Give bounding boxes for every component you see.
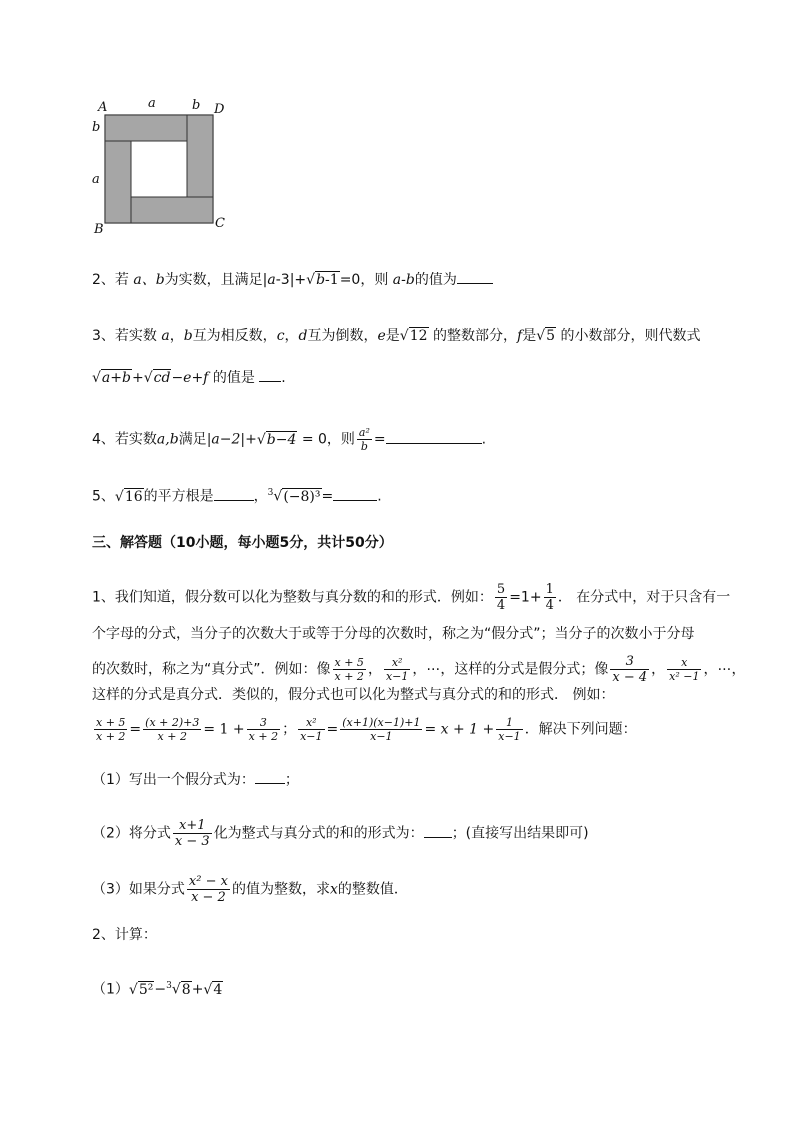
- problem-2-title: 2、计算：: [92, 927, 157, 943]
- text: (x + 2)+3: [145, 716, 200, 729]
- sqrt: √12: [399, 328, 428, 344]
- text: =1+: [509, 589, 542, 606]
- text: 3: [247, 716, 280, 730]
- text: a²: [358, 426, 370, 439]
- text: cd: [153, 370, 171, 386]
- text: 5²: [138, 981, 154, 998]
- text: 8: [181, 981, 191, 998]
- text: (−8)³: [283, 488, 321, 505]
- problem-1-sub-1: [92, 770, 299, 790]
- text: 3: [610, 654, 649, 670]
- text: |a−2|+: [206, 431, 257, 448]
- text: −e+f: [171, 370, 209, 386]
- text: 的值为: [414, 272, 457, 288]
- fraction: [384, 656, 410, 683]
- text: x + 5: [96, 716, 126, 729]
- answer-blank[interactable]: [214, 500, 254, 501]
- text: a、b: [133, 272, 165, 288]
- text: a+b: [101, 370, 131, 386]
- problem-1-sub-2: [92, 818, 589, 849]
- sqrt: √b-1: [306, 272, 339, 288]
- top-rect: [105, 115, 187, 141]
- text: 4: [213, 981, 223, 998]
- answer-blank[interactable]: [333, 500, 377, 501]
- text: 满足: [178, 431, 207, 448]
- text: 1: [545, 582, 554, 597]
- fraction: [298, 716, 324, 743]
- text: ． 在分式中，对于只含有一: [557, 589, 731, 606]
- text: 5: [496, 582, 506, 597]
- text: （2）将分式: [92, 825, 171, 842]
- text: 的次数时，称之为“真分式”．例如：像: [92, 661, 331, 678]
- text: ，: [253, 488, 268, 505]
- text: x − 3: [174, 834, 210, 849]
- question-5: [92, 483, 382, 507]
- text: x − 4: [612, 670, 648, 685]
- label-C: C: [215, 216, 225, 231]
- text: .: [281, 370, 286, 386]
- text: -3|+: [275, 272, 307, 288]
- right-rect: [187, 115, 213, 197]
- sqrt: √5: [536, 328, 556, 344]
- sqrt: √5²: [128, 981, 154, 998]
- text: .: [481, 431, 487, 448]
- text: a-b: [392, 272, 415, 288]
- fraction: [173, 818, 212, 849]
- label-A: A: [98, 100, 108, 115]
- text: 的值为整数，求: [231, 881, 330, 898]
- text: f: [517, 328, 523, 344]
- text: -1: [325, 272, 339, 288]
- text: ；(直接写出结果即可): [451, 825, 589, 842]
- text: =: [373, 431, 386, 448]
- text: ，⋯，: [703, 661, 746, 678]
- text: ；: [282, 721, 297, 738]
- answer-blank[interactable]: [424, 837, 452, 838]
- text: 4、若实数: [92, 431, 157, 448]
- question-3-line-1: [92, 326, 700, 346]
- fraction: [187, 874, 230, 905]
- text: = x + 1 +: [424, 721, 495, 738]
- text: x − 2: [191, 890, 226, 905]
- text: x + 2: [96, 730, 126, 743]
- text: ，: [169, 328, 184, 344]
- answer-blank[interactable]: [259, 381, 281, 382]
- text: (x+1)(x−1)+1: [342, 716, 421, 729]
- text: a,b: [156, 431, 179, 448]
- fraction: [495, 582, 507, 613]
- question-2: [92, 270, 493, 290]
- text: b: [316, 272, 326, 288]
- text: 5、: [92, 488, 115, 505]
- label-B: B: [94, 222, 104, 237]
- label-b-left: b: [92, 120, 101, 135]
- text: ；: [284, 772, 299, 788]
- fraction: [357, 426, 372, 453]
- text: e: [377, 328, 386, 344]
- fraction: [667, 656, 701, 683]
- text: 的整数部分，: [428, 328, 517, 344]
- section-3-title: 三、解答题（10小题，每小题5分，共计50分）: [92, 535, 393, 551]
- answer-blank[interactable]: [386, 443, 482, 444]
- text: 为实数，且满足|: [164, 272, 268, 288]
- text: ，: [651, 661, 666, 678]
- label-D: D: [214, 102, 225, 117]
- label-a-left: a: [92, 172, 100, 187]
- text: x² − x: [188, 874, 228, 889]
- question-3-line-2: [92, 368, 286, 388]
- text: b−4: [266, 431, 297, 448]
- text: +: [131, 370, 144, 386]
- text: =0，则: [339, 272, 393, 288]
- text: x+1: [173, 818, 212, 834]
- fraction: [247, 716, 280, 743]
- text: b: [183, 328, 193, 344]
- text: .: [377, 488, 382, 505]
- text: 4: [496, 598, 506, 613]
- text: 1、我们知道，假分数可以化为整数与真分数的和的形式．例如：: [92, 589, 493, 606]
- text: a: [267, 272, 276, 288]
- text: x²: [298, 716, 324, 730]
- text: c: [276, 328, 285, 344]
- text: 的平方根是: [143, 488, 214, 505]
- text: x−1: [370, 730, 393, 743]
- text: ，: [367, 661, 382, 678]
- text: x + 2: [334, 670, 364, 683]
- text: x + 2: [248, 730, 279, 743]
- text: ，: [284, 328, 299, 344]
- label-a-top: a: [148, 96, 156, 111]
- label-b-top: b: [192, 98, 201, 113]
- text: 互为倒数，: [307, 328, 378, 344]
- text: ．解决下列问题：: [524, 721, 637, 738]
- cube-root: $^3$√(−8)³: [267, 488, 321, 505]
- text: 1: [496, 716, 522, 730]
- text: 4: [545, 598, 554, 613]
- sqrt: √b−4: [256, 431, 297, 448]
- text: x² −1: [669, 670, 700, 683]
- fraction: [496, 716, 522, 743]
- text: b: [360, 440, 368, 453]
- text: （1）写出一个假分式为：: [92, 772, 255, 788]
- text: x: [667, 656, 701, 670]
- problem-1-line-5: $\frac{x + 5}{x + 2}$ = $\frac{(x + 2)+3}{x + 2}$ = 1 + $\frac{3}{x + 2}$ ； $\frac{\text{x²}}{x-1}$ = $\frac{(x+1)(x-1)+1}{x-1}$ = x + 1 + $\frac{1}{x-1}$ ．解决下列问题：: [96, 716, 637, 743]
- answer-blank[interactable]: [255, 783, 285, 784]
- text: x + 2: [157, 730, 187, 743]
- text: 是: [522, 328, 537, 344]
- text: 化为整式与真分式的和的形式为：: [213, 825, 424, 842]
- problem-1-line-3: [92, 654, 745, 685]
- text: 是: [385, 328, 400, 344]
- text: =: [321, 488, 334, 505]
- text: 3、若实数: [92, 328, 162, 344]
- fraction: [333, 656, 366, 683]
- fraction: [94, 716, 127, 743]
- text: d: [298, 328, 308, 344]
- text: 2、若: [92, 272, 134, 288]
- text: = 1 +: [203, 721, 245, 738]
- text: 的整数值．: [337, 881, 408, 898]
- question-4: [92, 426, 486, 453]
- text: （3）如果分式: [92, 881, 185, 898]
- text: （1）: [92, 981, 129, 998]
- cube-root: $^3$√8: [166, 981, 191, 998]
- text: x−1: [385, 670, 409, 683]
- fraction: [340, 716, 422, 743]
- text: x−1: [300, 730, 323, 743]
- problem-1-line-1: [92, 582, 730, 613]
- fraction: [143, 716, 201, 743]
- problem-1-line-4: 这样的分式是真分式．类似的，假分式也可以化为整式与真分式的和的形式． 例如：: [92, 687, 615, 703]
- answer-blank[interactable]: [457, 283, 493, 284]
- fraction: [610, 654, 649, 685]
- text: 12: [409, 328, 428, 344]
- bottom-rect: [131, 197, 213, 223]
- text: x²: [384, 656, 410, 670]
- text: x−1: [498, 730, 521, 743]
- problem-2-sub-1: [92, 976, 223, 1000]
- text: a: [161, 328, 170, 344]
- text: x: [329, 881, 338, 898]
- text: x + 5: [334, 656, 364, 669]
- problem-1-line-2: 个字母的分式，当分子的次数大于或等于分母的次数时，称之为“假分式”；当分子的次数小于分母: [92, 626, 695, 642]
- text: +: [191, 981, 204, 998]
- sqrt: √a+b: [92, 370, 131, 386]
- text: ，⋯，这样的分式是假分式；像: [412, 661, 609, 678]
- sqrt: √cd: [143, 370, 171, 386]
- text: = 0，则: [297, 431, 355, 448]
- square-figure: [88, 94, 238, 240]
- text: 16: [124, 488, 143, 505]
- text: −: [154, 981, 167, 998]
- sqrt: √4: [203, 981, 223, 998]
- text: 的小数部分，则代数式: [556, 328, 701, 344]
- text: 5: [546, 328, 556, 344]
- fraction: [544, 582, 556, 613]
- problem-1-sub-3: [92, 874, 408, 905]
- text: 互为相反数，: [192, 328, 277, 344]
- text: 的值是: [208, 370, 260, 386]
- left-rect: [105, 141, 131, 223]
- sqrt: √16: [114, 488, 143, 505]
